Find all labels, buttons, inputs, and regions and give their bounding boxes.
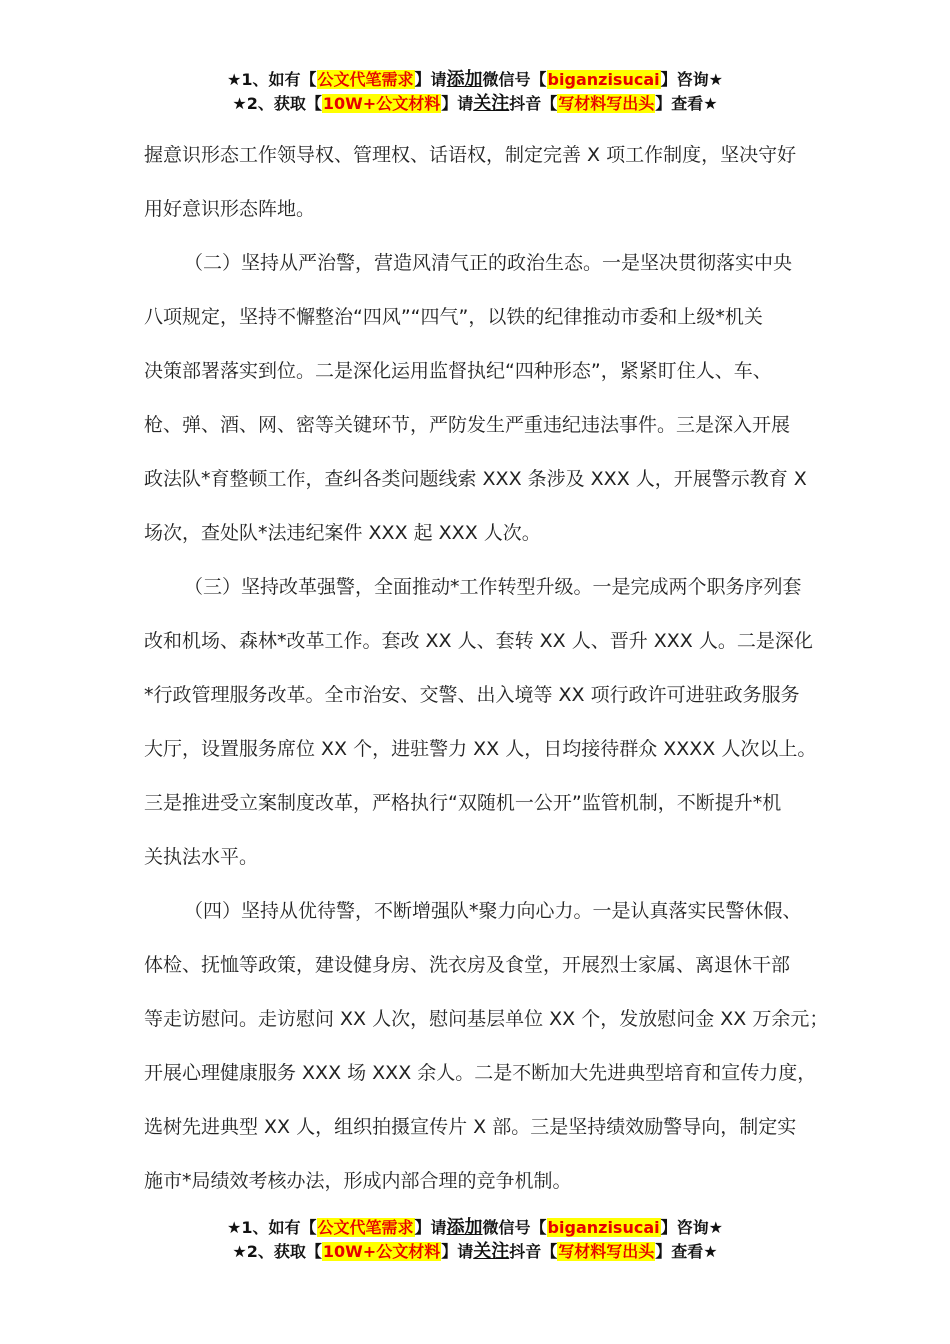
- banner-bottom: [0, 1216, 950, 1264]
- text-line: 改和机场、森林*改革工作。套改 XX 人、套转 XX 人、晋升 XXX 人。二是深化: [144, 630, 813, 652]
- banner-emphasis: 添加: [446, 69, 483, 90]
- text-line: （二）坚持从严治警，营造风清气正的政治生态。一是坚决贯彻落实中央: [184, 252, 793, 274]
- banner-line-1: [0, 68, 950, 92]
- text-line: 场次，查处队*法违纪案件 XXX 起 XXX 人次。: [144, 522, 541, 544]
- banner-text: 】查看★: [655, 94, 718, 113]
- banner-text: 微信号【: [482, 70, 547, 89]
- banner-text: 】请: [414, 1218, 447, 1237]
- banner-highlight: biganzisucai: [547, 1218, 660, 1237]
- banner-text: 抖音【: [509, 1242, 558, 1261]
- text-line: 决策部署落实到位。二是深化运用监督执纪“四种形态”，紧紧盯住人、车、: [144, 360, 772, 382]
- banner-text: 】请: [441, 94, 474, 113]
- banner-highlight: biganzisucai: [547, 70, 660, 89]
- banner-highlight: 10W+公文材料: [322, 94, 441, 113]
- document-body: [144, 128, 829, 1208]
- text-line: 用好意识形态阵地。: [144, 198, 316, 220]
- text-line: 握意识形态工作领导权、管理权、话语权，制定完善 X 项工作制度，坚决守好: [144, 144, 797, 166]
- banner-text: ★2、获取【: [232, 1242, 322, 1261]
- text-line: 枪、弹、酒、网、密等关键环节，严防发生严重违纪违法事件。三是深入开展: [144, 414, 791, 436]
- banner-text: 】咨询★: [660, 1218, 723, 1237]
- text-line: *行政管理服务改革。全市治安、交警、出入境等 XX 项行政许可进驻政务服务: [144, 684, 800, 706]
- banner-text: ★1、如有【: [227, 1218, 317, 1237]
- banner-emphasis: 关注: [473, 1241, 510, 1262]
- banner-text: 微信号【: [482, 1218, 547, 1237]
- text-line: 体检、抚恤等政策，建设健身房、洗衣房及食堂，开展烈士家属、离退休干部: [144, 954, 791, 976]
- banner-line-2: [0, 1240, 950, 1264]
- banner-text: 抖音【: [509, 94, 558, 113]
- text-line: 三是推进受立案制度改革，严格执行“双随机一公开”监管机制，不断提升*机: [144, 792, 782, 814]
- banner-highlight: 10W+公文材料: [322, 1242, 441, 1261]
- banner-line-2: [0, 92, 950, 116]
- banner-text: 】请: [441, 1242, 474, 1261]
- banner-text: ★1、如有【: [227, 70, 317, 89]
- text-line: 大厅，设置服务席位 XX 个，进驻警力 XX 人，日均接待群众 XXXX 人次以上。: [144, 738, 817, 760]
- banner-highlight: 写材料写出头: [558, 94, 655, 113]
- text-line: 选树先进典型 XX 人，组织拍摄宣传片 X 部。三是坚持绩效励警导向，制定实: [144, 1116, 797, 1138]
- banner-line-1: [0, 1216, 950, 1240]
- banner-highlight: 公文代笔需求: [317, 70, 414, 89]
- banner-emphasis: 关注: [473, 93, 510, 114]
- text-line: 等走访慰问。走访慰问 XX 人次，慰问基层单位 XX 个，发放慰问金 XX 万余元；: [144, 1008, 829, 1030]
- text-line: 施市*局绩效考核办法，形成内部合理的竞争机制。: [144, 1170, 572, 1192]
- text-line: 关执法水平。: [144, 846, 259, 868]
- banner-text: ★2、获取【: [232, 94, 322, 113]
- banner-emphasis: 添加: [446, 1217, 483, 1238]
- text-line: 八项规定，坚持不懈整治“四风”“四气”，以铁的纪律推动市委和上级*机关: [144, 306, 763, 328]
- banner-top: [0, 68, 950, 116]
- text-line: 政法队*育整顿工作，查纠各类问题线索 XXX 条涉及 XXX 人，开展警示教育 X: [144, 468, 807, 490]
- text-line: （四）坚持从优待警，不断增强队*聚力向心力。一是认真落实民警休假、: [184, 900, 802, 922]
- banner-text: 】查看★: [655, 1242, 718, 1261]
- text-line: （三）坚持改革强警，全面推动*工作转型升级。一是完成两个职务序列套: [184, 576, 802, 598]
- banner-highlight: 公文代笔需求: [317, 1218, 414, 1237]
- banner-text: 】咨询★: [660, 70, 723, 89]
- text-line: 开展心理健康服务 XXX 场 XXX 余人。二是不断加大先进典型培育和宣传力度，: [144, 1062, 817, 1084]
- banner-text: 】请: [414, 70, 447, 89]
- banner-highlight: 写材料写出头: [558, 1242, 655, 1261]
